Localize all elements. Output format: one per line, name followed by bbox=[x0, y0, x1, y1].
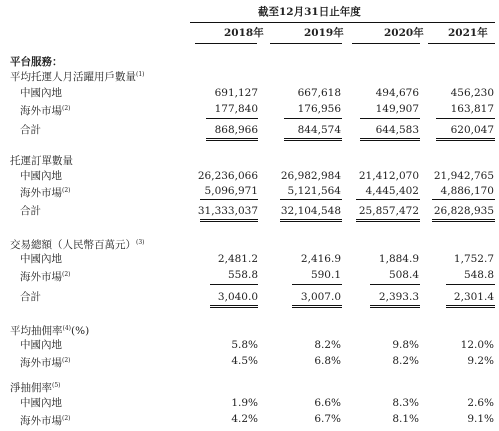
orders-overseas-2019: 5,121,564 bbox=[287, 185, 341, 197]
gtv-overseas-2020: 508.4 bbox=[388, 269, 419, 281]
mau-mainland-2019: 667,618 bbox=[297, 87, 341, 99]
gtv-sum-rule-2020 bbox=[370, 284, 420, 285]
orders-overseas-2021: 4,886,170 bbox=[440, 185, 494, 197]
net-rate-mainland-2021: 2.6% bbox=[467, 397, 494, 409]
year-rule-2021 bbox=[428, 43, 495, 44]
avg-rate-overseas-label: 海外市場$^{(2)}$ bbox=[20, 357, 71, 369]
gtv-overseas-2018: 558.8 bbox=[227, 269, 258, 281]
mau-total-2021: 620,047 bbox=[450, 124, 494, 136]
net-rate-overseas-2019: 6.7% bbox=[314, 413, 341, 425]
year-2018: 2018年 bbox=[224, 27, 264, 39]
gtv-overseas-2021: 548.8 bbox=[463, 269, 494, 281]
orders-sum-rule-2021 bbox=[432, 199, 495, 200]
gtv-total-label: 合計 bbox=[20, 291, 41, 303]
orders-mainland-2018: 26,236,066 bbox=[197, 170, 258, 182]
mau-mainland-2018: 691,127 bbox=[214, 87, 258, 99]
gtv-mainland-label: 中國內地 bbox=[20, 253, 62, 265]
gtv-mainland-2019: 2,416.9 bbox=[300, 253, 341, 265]
avg-rate-mainland-label: 中國內地 bbox=[20, 339, 62, 351]
gtv-total-rule-2019 bbox=[292, 305, 342, 308]
net-rate-mainland-2018: 1.9% bbox=[231, 397, 258, 409]
platform-title: 平台服務： bbox=[10, 56, 63, 68]
orders-total-rule-2018 bbox=[200, 219, 258, 222]
orders-total-rule-2020 bbox=[356, 219, 420, 222]
orders-total-2019: 32,104,548 bbox=[280, 205, 341, 217]
orders-mainland-label: 中國內地 bbox=[20, 170, 62, 182]
mau-mainland-2020: 494,676 bbox=[375, 87, 419, 99]
orders-mainland-2019: 26,982,984 bbox=[280, 170, 341, 182]
mau-sum-rule-2018 bbox=[206, 118, 258, 119]
mau-total-2018: 868,966 bbox=[214, 124, 258, 136]
net-rate-mainland-2019: 6.6% bbox=[314, 397, 341, 409]
mau-total-rule-2018 bbox=[206, 138, 258, 141]
mau-total-rule-2019 bbox=[284, 138, 342, 141]
gtv-mainland-2021: 1,752.7 bbox=[453, 253, 494, 265]
gtv-overseas-2019: 590.1 bbox=[310, 269, 341, 281]
avg-rate-mainland-2019: 8.2% bbox=[314, 339, 341, 351]
net-rate-overseas-2018: 4.2% bbox=[231, 413, 258, 425]
avg-rate-mainland-2020: 9.8% bbox=[392, 339, 419, 351]
gtv-total-2020: 2,393.3 bbox=[378, 291, 419, 303]
net-rate-overseas-2021: 9.1% bbox=[467, 413, 494, 425]
gtv-sum-rule-2019 bbox=[292, 284, 342, 285]
mau-overseas-2018: 177,840 bbox=[214, 103, 258, 115]
year-2021: 2021年 bbox=[448, 27, 488, 39]
mau-overseas-label: 海外市場$^{(2)}$ bbox=[20, 105, 71, 117]
avg-rate-overseas-2018: 4.5% bbox=[231, 355, 258, 367]
avg-rate-overseas-2020: 8.2% bbox=[392, 355, 419, 367]
net-rate-mainland-label: 中國內地 bbox=[20, 397, 62, 409]
net-rate-mainland-2020: 8.3% bbox=[392, 397, 419, 409]
gtv-mainland-2020: 1,884.9 bbox=[378, 253, 419, 265]
gtv-mainland-2018: 2,481.2 bbox=[217, 253, 258, 265]
orders-sum-rule-2018 bbox=[200, 199, 258, 200]
gtv-total-rule-2020 bbox=[370, 305, 420, 308]
net-rate-overseas-2020: 8.1% bbox=[392, 413, 419, 425]
mau-mainland-label: 中國內地 bbox=[20, 87, 62, 99]
mau-total-rule-2021 bbox=[436, 138, 495, 141]
gtv-overseas-label: 海外市場$^{(2)}$ bbox=[20, 271, 71, 283]
mau-sum-rule-2021 bbox=[436, 118, 495, 119]
mau-overseas-2019: 176,956 bbox=[297, 103, 341, 115]
avg-rate-mainland-2018: 5.8% bbox=[231, 339, 258, 351]
orders-overseas-label: 海外市場$^{(2)}$ bbox=[20, 187, 71, 199]
orders-overseas-2018: 5,096,971 bbox=[204, 185, 258, 197]
period-header: 截至12月31日止年度 bbox=[258, 6, 361, 18]
year-rule-2019 bbox=[270, 43, 342, 44]
gtv-total-2021: 2,301.4 bbox=[453, 291, 494, 303]
orders-total-rule-2019 bbox=[280, 219, 342, 222]
gtv-total-2019: 3,007.0 bbox=[300, 291, 341, 303]
orders-mainland-2021: 21,942,765 bbox=[433, 170, 494, 182]
orders-sum-rule-2019 bbox=[280, 199, 342, 200]
mau-overseas-2021: 163,817 bbox=[450, 103, 494, 115]
orders-sum-rule-2020 bbox=[356, 199, 420, 200]
gtv-total-2018: 3,040.0 bbox=[217, 291, 258, 303]
avg-rate-overseas-2021: 9.2% bbox=[467, 355, 494, 367]
orders-mainland-2020: 21,412,070 bbox=[358, 170, 419, 182]
gtv-total-rule-2021 bbox=[446, 305, 495, 308]
year-2019: 2019年 bbox=[304, 27, 344, 39]
orders-total-rule-2021 bbox=[432, 219, 495, 222]
mau-total-2020: 644,583 bbox=[375, 124, 419, 136]
gtv-sum-rule-2018 bbox=[210, 284, 258, 285]
mau-total-label: 合計 bbox=[20, 124, 41, 136]
orders-total-label: 合計 bbox=[20, 205, 41, 217]
mau-mainland-2021: 456,230 bbox=[450, 87, 494, 99]
mau-total-rule-2020 bbox=[360, 138, 420, 141]
section-avg-rate-title: 平均抽佣率$^{(4)}$(%) bbox=[10, 325, 90, 337]
gtv-total-rule-2018 bbox=[210, 305, 258, 308]
mau-sum-rule-2020 bbox=[360, 118, 420, 119]
gtv-sum-rule-2021 bbox=[446, 284, 495, 285]
year-2020: 2020年 bbox=[384, 27, 424, 39]
mau-overseas-2020: 149,907 bbox=[375, 103, 419, 115]
section-net-rate-title: 淨抽佣率$^{(5)}$ bbox=[10, 382, 61, 394]
section-orders-title: 托運訂單數量 bbox=[10, 155, 73, 167]
net-rate-overseas-label: 海外市場$^{(2)}$ bbox=[20, 415, 71, 427]
period-rule bbox=[190, 22, 495, 23]
avg-rate-overseas-2019: 6.8% bbox=[314, 355, 341, 367]
year-rule-2018 bbox=[195, 43, 257, 44]
mau-sum-rule-2019 bbox=[284, 118, 342, 119]
orders-total-2021: 26,828,935 bbox=[433, 205, 494, 217]
orders-total-2018: 31,333,037 bbox=[197, 205, 258, 217]
year-rule-2020 bbox=[352, 43, 420, 44]
orders-total-2020: 25,857,472 bbox=[358, 205, 419, 217]
avg-rate-mainland-2021: 12.0% bbox=[460, 339, 494, 351]
section-gtv-title: 交易總額（人民幣百萬元）$^{(3)}$ bbox=[10, 239, 145, 251]
mau-total-2019: 844,574 bbox=[297, 124, 341, 136]
section-mau-title: 平均托運人月活躍用戶數量$^{(1)}$ bbox=[10, 71, 145, 83]
orders-overseas-2020: 4,445,402 bbox=[365, 185, 419, 197]
